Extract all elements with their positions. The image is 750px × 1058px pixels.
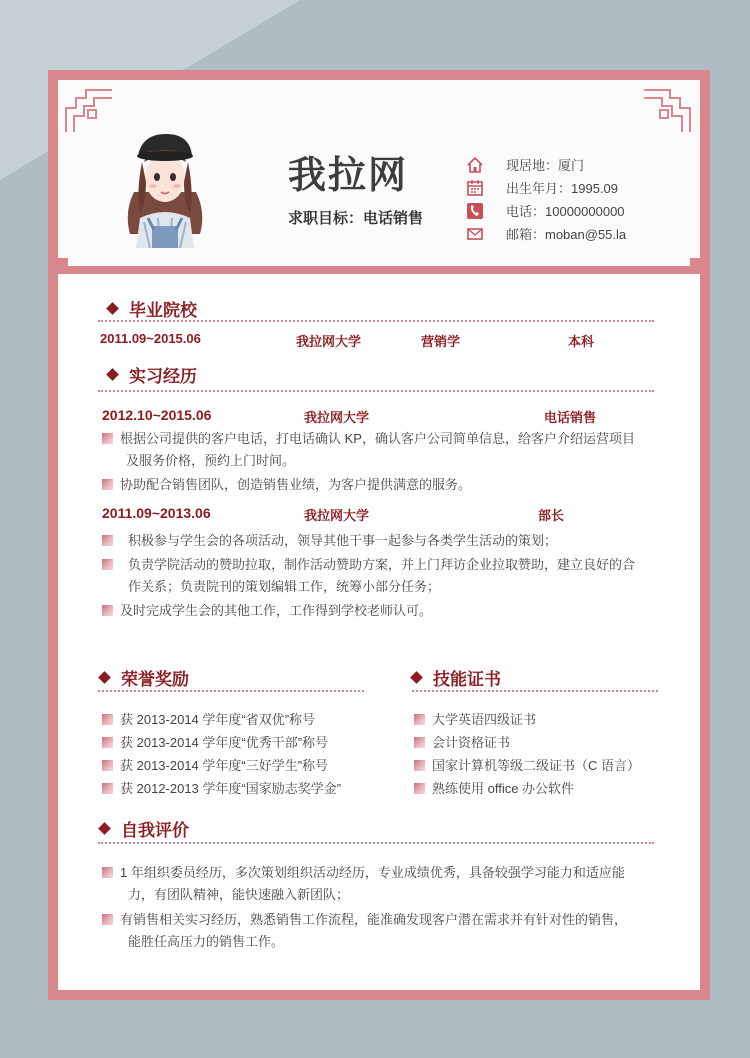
divider xyxy=(98,320,654,322)
job-role: 电话销售 xyxy=(544,410,597,425)
bullet-icon xyxy=(102,559,113,570)
contact-birth: 出生年月：1995.09 xyxy=(466,178,618,197)
list-item: 1 年组织委员经历，多次策划组织活动经历，专业成绩优秀，具备较强学习能力和适应能 力，有团队精神，能快速融入新团队； xyxy=(102,862,662,906)
diamond-icon xyxy=(98,671,111,684)
bullet-icon xyxy=(102,714,113,725)
job-period: 2011.09~2013.06 xyxy=(102,505,211,521)
bullet-icon xyxy=(102,914,113,925)
bullet-icon xyxy=(102,605,113,616)
home-icon xyxy=(466,156,484,174)
contact-phone: 电话：10000000000 xyxy=(466,201,625,220)
list-item: 获 2013-2014 学年度“省双优”称号 xyxy=(102,709,372,731)
contact-email: 邮箱：moban@55.la xyxy=(466,224,626,243)
bullet-icon xyxy=(414,737,425,748)
diamond-icon xyxy=(410,671,423,684)
corner-ornament-left-icon xyxy=(64,88,114,134)
list-item: 根据公司提供的客户电话，打电话确认 KP，确认客户公司简单信息，给客户介绍运营项目 及服务价格，预约上门时间。 xyxy=(102,428,662,472)
education-degree: 本科 xyxy=(568,334,595,349)
job-target: 求职目标：电话销售 xyxy=(288,210,424,227)
section-title-internship: 实习经历 xyxy=(108,362,197,387)
frame-notch-right xyxy=(690,258,700,272)
list-item: 获 2013-2014 学年度“三好学生”称号 xyxy=(102,755,372,777)
frame-notch-left xyxy=(58,258,68,272)
bullet-icon xyxy=(102,867,113,878)
job-org: 我拉网大学 xyxy=(304,508,370,523)
bullet-icon xyxy=(102,433,113,444)
job-role: 部长 xyxy=(538,508,565,523)
calendar-icon xyxy=(466,179,484,197)
bullet-icon xyxy=(102,783,113,794)
education-major: 营销学 xyxy=(421,334,461,349)
section-title-skills: 技能证书 xyxy=(412,665,501,690)
contact-residence: 现居地：厦门 xyxy=(466,155,584,174)
section-title-self: 自我评价 xyxy=(100,816,189,841)
list-item: 大学英语四级证书 xyxy=(414,709,664,731)
divider xyxy=(98,690,364,692)
bullet-icon xyxy=(414,714,425,725)
list-item: 积极参与学生会的各项活动，领导其他干事一起参与各类学生活动的策划； xyxy=(102,530,662,552)
bullet-icon xyxy=(414,783,425,794)
list-item: 熟练使用 office 办公软件 xyxy=(414,778,664,800)
section-title-honors: 荣誉奖励 xyxy=(100,665,189,690)
list-item: 获 2012-2013 学年度“国家励志奖学金” xyxy=(102,778,372,800)
bullet-icon xyxy=(102,760,113,771)
list-item: 获 2013-2014 学年度“优秀干部”称号 xyxy=(102,732,372,754)
education-period: 2011.09~2015.06 xyxy=(100,331,201,346)
education-school: 我拉网大学 xyxy=(296,334,362,349)
bullet-icon xyxy=(414,760,425,771)
diamond-icon xyxy=(98,822,111,835)
diamond-icon xyxy=(106,302,119,315)
candidate-name: 我拉网 xyxy=(288,155,409,197)
divider xyxy=(98,842,654,844)
divider xyxy=(412,690,658,692)
bullet-icon xyxy=(102,737,113,748)
divider xyxy=(98,390,654,392)
phone-icon xyxy=(466,202,484,220)
mail-icon xyxy=(466,225,484,243)
list-item: 及时完成学生会的其他工作，工作得到学校老师认可。 xyxy=(102,600,662,622)
avatar xyxy=(120,122,210,248)
bullet-icon xyxy=(102,535,113,546)
bullet-icon xyxy=(102,479,113,490)
list-item: 国家计算机等级二级证书（C 语言） xyxy=(414,755,664,777)
corner-ornament-right-icon xyxy=(642,88,692,134)
list-item: 协助配合销售团队，创造销售业绩，为客户提供满意的服务。 xyxy=(102,474,662,496)
list-item: 会计资格证书 xyxy=(414,732,664,754)
list-item: 有销售相关实习经历，熟悉销售工作流程，能准确发现客户潜在需求并有针对性的销售， 能胜任高压力的销售工作。 xyxy=(102,909,662,953)
job-period: 2012.10~2015.06 xyxy=(102,407,212,423)
job-org: 我拉网大学 xyxy=(304,410,370,425)
section-title-education: 毕业院校 xyxy=(108,296,197,321)
list-item: 负责学院活动的赞助拉取，制作活动赞助方案，并上门拜访企业拉取赞助，建立良好的合 作关系；负责院刊的策划编辑工作，统筹小部分任务； xyxy=(102,554,662,598)
diamond-icon xyxy=(106,368,119,381)
